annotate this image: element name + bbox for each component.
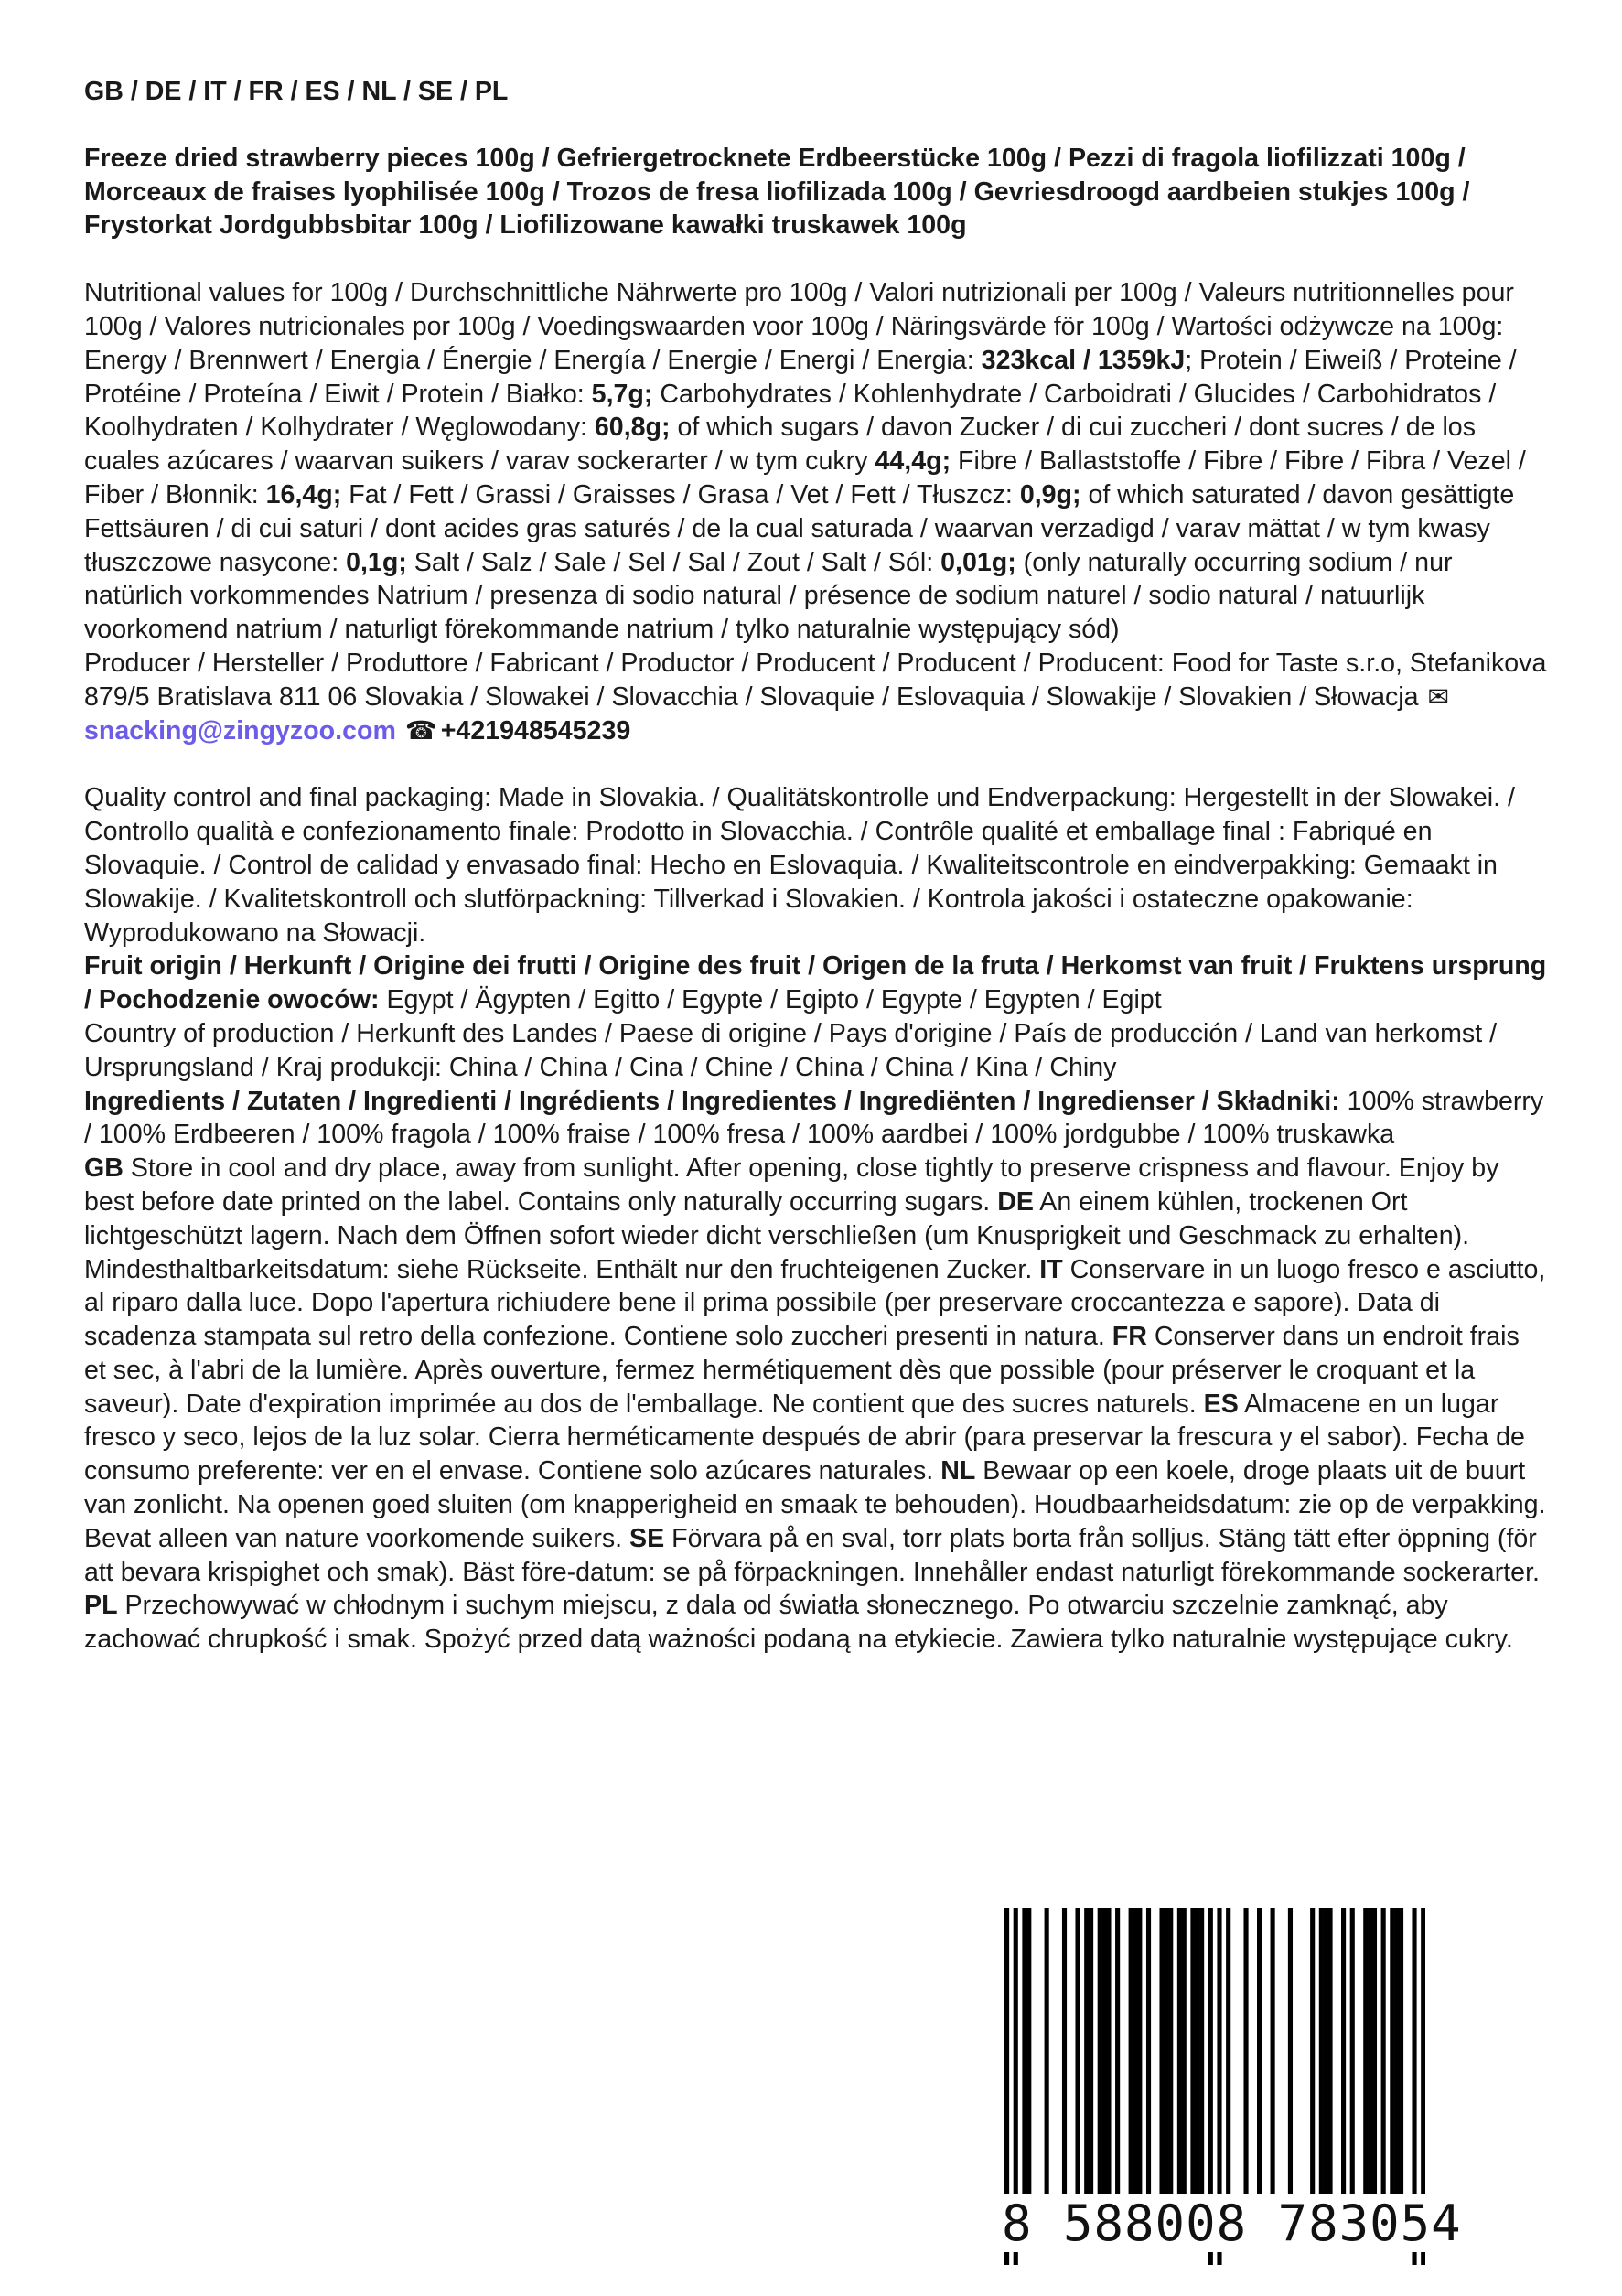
barcode-bar: [1177, 1908, 1182, 2203]
barcode-bar: [1182, 1908, 1187, 2203]
language-list: GB / DE / IT / FR / ES / NL / SE / PL: [84, 77, 509, 106]
storage-code-pl: PL: [84, 1591, 118, 1621]
ingredients: [84, 1085, 1548, 1153]
salt-note: (only naturally occurring sodium / nur natürlich vorkommendes Natrium / presenza di sodio natural / présence de sodium naturel / sodio natural / natuurlijk voorkomend natrium / naturligt förekommande natrium / tylko naturalnie występujący sód): [84, 547, 1453, 645]
barcode-bar: [1084, 1908, 1089, 2203]
barcode-bar: [1089, 1908, 1093, 2203]
energy-value: 323kcal / 1359kJ: [981, 345, 1186, 375]
barcode-bar: [1133, 1908, 1137, 2203]
barcode-bar: [1226, 1908, 1230, 2203]
quality-control: Quality control and final packaging: Made in Slovakia. / Qualitätskontrolle und Endverpackung: Hergestellt in der Slowakei. / Controllo qualità e confezionamento finale: Prodotto in Slovacchia. / Contrôle qualité et emballage final : Fabriqué en Slovaquie. / Control de calidad y envasado final: Hecho en Eslovaquia. / Kwaliteitscontrole en eindverpakking: Gemaakt in Slowakije. / Kvalitetskontroll och slutförpackning: Tillverkad i Slovakien. / Kontrola jakości i ostateczne opakowanie: Wyprodukowano na Słowacji.: [84, 783, 1515, 948]
carbs-value: 60,8g;: [594, 413, 671, 443]
fruit-origin: [84, 950, 1548, 1017]
storage-text-es: Almacene en un lugar fresco y seco, lejos de la luz solar. Cierra herméticamente después de abrir (para preservar la frescura y el sabor). Fecha de consumo preferente: ver en el envase. Contiene solo azúcares naturales.: [84, 1389, 1525, 1486]
storage-text-se: Förvara på en sval, torr plats borta från solljus. Stäng tätt efter öppning (för att bevara krispighet och smak). Bäst före-datum: se på förpackningen. Innehåller endast naturligt förekommande sockerarter.: [84, 1523, 1540, 1587]
barcode-bar: [1327, 1908, 1332, 2203]
phone-number: +421948545239: [440, 715, 631, 746]
barcode-bar: [1363, 1908, 1368, 2203]
section-spacer: [84, 747, 1548, 781]
barcode-bar: [1129, 1908, 1133, 2203]
ingredients-value: 100% strawberry / 100% Erdbeeren / 100% fragola / 100% fraise / 100% fresa / 100% aardbei / 100% jordgubbe / 100% truskawka: [84, 1086, 1544, 1150]
storage-text-nl: Bewaar op een koele, droge plaats uit de buurt van zonlicht. Na openen goed sluiten (om knapperigheid en smaak te behouden). Houdbaarheidsdatum: zie op de verpakking. Bevat alleen van nature voorkomende suikers.: [84, 1456, 1546, 1553]
producer-info: [84, 647, 1548, 747]
barcode-bar: [1390, 1908, 1394, 2203]
barcode-bar: [1075, 1908, 1080, 2203]
storage-code-fr: FR: [1112, 1322, 1147, 1352]
storage-code-it: IT: [1039, 1254, 1063, 1284]
storage-code-nl: NL: [940, 1456, 976, 1486]
protein-label: ; Protein / Eiweiß / Proteine / Protéine / Proteína / Eiwit / Protein / Białko:: [84, 345, 1517, 409]
barcode-bar: [1199, 1908, 1204, 2203]
fibre-label: Fibre / Ballaststoffe / Fibre / Fibre / Fibra / Vezel / Fiber / Błonnik:: [84, 446, 1526, 510]
barcode-bar: [1026, 1908, 1031, 2203]
barcode-bar: [1062, 1908, 1067, 2203]
fat-value: 0,9g;: [1019, 479, 1081, 510]
barcode-bar: [1319, 1908, 1324, 2203]
fruit-origin-label: Fruit origin / Herkunft / Origine dei frutti / Origine des fruit / Origen de la fruta / Herkomst van fruit / Fruktens ursprung / Pochodzenie owoców:: [84, 951, 1547, 1015]
envelope-icon: ✉: [1427, 681, 1449, 711]
barcode-bar: [1310, 1908, 1315, 2203]
storage-code-de: DE: [997, 1186, 1034, 1217]
barcode-bar: [1102, 1908, 1107, 2203]
salt-label: Salt / Salz / Sale / Sel / Sal / Zout / Salt / Sól:: [406, 547, 941, 577]
barcode-bar: [1115, 1908, 1120, 2203]
protein-value: 5,7g;: [591, 379, 653, 409]
product-title: Freeze dried strawberry pieces 100g / Gefriergetrocknete Erdbeerstücke 100g / Pezzi di fragola liofilizzati 100g / Morceaux de fraises lyophilisée 100g / Trozos de fresa liofilizada 100g / Gevriesdroogd aardbeien stukjes 100g / Frystorkat Jordgubbsbitar 100g / Liofilizowane kawałki truskawek 100g: [84, 143, 1470, 241]
nutrition-values: [84, 344, 1548, 647]
country-of-production: Country of production / Herkunft des Landes / Paese di origine / Pays d'origine / País de producción / Land van herkomst / Ursprungsland / Kraj produkcji: China / China / Cina / Chine / China / China / Kina / Chiny: [84, 1018, 1498, 1082]
label-document: [84, 75, 1548, 1657]
barcode-bar: [1168, 1908, 1173, 2203]
barcode-bar: [1381, 1908, 1386, 2203]
fibre-value: 16,4g;: [265, 479, 342, 510]
sugars-label: of which sugars / davon Zucker / di cui zuccheri / dont sucres / de los cuales azúcares / waarvan suikers / varav sockerarter / w tym cukry: [84, 413, 1476, 477]
barcode-bar: [1022, 1908, 1026, 2203]
barcode-bar: [1195, 1908, 1199, 2203]
storage-instructions: [84, 1152, 1548, 1657]
barcode-bar: [1350, 1908, 1355, 2203]
storage-text-it: Conservare in un luogo fresco e asciutto, al riparo dalla luce. Dopo l'apertura richiudere bene il prima possibile (per preservare croccantezza e sapore). Data di scadenza stampata sul retro della confezione. Contiene solo zuccheri presenti in natura.: [84, 1254, 1546, 1352]
barcode-bar: [1164, 1908, 1168, 2203]
storage-code-se: SE: [629, 1523, 665, 1553]
phone-icon: ☎: [404, 715, 437, 745]
barcode-bar: [1394, 1908, 1399, 2203]
barcode-bar: [1190, 1908, 1195, 2203]
saturated-label: of which saturated / davon gesättigte Fettsäuren / di cui saturi / dont acides gras saturés / de la cual saturada / waarvan verzadigd / varav mättat / w tym kwasy tłuszczowe nasycone:: [84, 479, 1515, 577]
storage-code-es: ES: [1203, 1389, 1239, 1419]
saturated-value: 0,1g;: [346, 547, 407, 577]
barcode-bar: [1257, 1908, 1262, 2203]
carbs-label: Carbohydrates / Kohlenhydrate / Carboidrati / Glucides / Carbohidratos / Koolhydraten / Kolhydrater / Węglowodany:: [84, 379, 1497, 443]
fruit-origin-value: Egypt / Ägypten / Egitto / Egypte / Egipto / Egypte / Egypten / Egipt: [379, 985, 1162, 1015]
barcode-bar: [1098, 1908, 1102, 2203]
ingredients-label: Ingredients / Zutaten / Ingredienti / Ingrédients / Ingredientes / Ingrediënten / Ingredienser / Składniki:: [84, 1086, 1340, 1116]
salt-value: 0,01g;: [940, 547, 1016, 577]
storage-text-pl: Przechowywać w chłodnym i suchym miejscu, z dala od światła słonecznego. Po otwarciu szczelnie zamknąć, aby zachować chrupkość i smak. Spożyć przed datą ważności podaną na etykiecie. Zawiera tylko naturalnie występujące cukry.: [84, 1591, 1513, 1655]
producer-text: Producer / Hersteller / Produttore / Fabricant / Productor / Producent / Producent / Producent: Food for Taste s.r.o, Stefanikova 879/5 Bratislava 811 06 Slovakia / Slowakei / Slovacchia / Slovaquie / Eslovaquia / Slowakije / Slovakien / Słowacja: [84, 648, 1547, 712]
barcode-bar: [1372, 1908, 1377, 2203]
barcode-bar: [1271, 1908, 1275, 2203]
barcode-bar: [1243, 1908, 1248, 2203]
fat-label: Fat / Fett / Grassi / Graisses / Grasa / Vet / Fett / Tłuszcz:: [341, 479, 1020, 510]
barcode-bar: [1106, 1908, 1111, 2203]
barcode-bar: [1288, 1908, 1293, 2203]
barcode-bar: [1341, 1908, 1346, 2203]
storage-text-gb: Store in cool and dry place, away from sunlight. After opening, close tightly to preserve crispness and flavour. Enjoy by best before date printed on the label. Contains only naturally occurring sugars.: [84, 1153, 1499, 1217]
nutrition-intro: Nutritional values for 100g / Durchschnittliche Nährwerte pro 100g / Valori nutrizionali per 100g / Valeurs nutritionnelles pour 100g / Valores nutricionales por 100g / Voedingswaarden voor 100g / Näringsvärde för 100g / Wartości odżywcze na 100g:: [84, 278, 1514, 341]
email-link[interactable]: snacking@zingyzoo.com: [84, 715, 396, 746]
storage-text-fr: Conserver dans un endroit frais et sec, à l'abri de la lumière. Après ouverture, fermez hermétiquement dès que possible (pour préserver le croquant et la saveur). Date d'expiration imprimée au dos de l'emballage. Ne contient que des sucres naturels.: [84, 1322, 1520, 1419]
barcode-bar: [1399, 1908, 1403, 2203]
storage-code-gb: GB: [84, 1153, 124, 1184]
sugars-value: 44,4g;: [875, 446, 951, 477]
barcode-bar: [1146, 1908, 1151, 2203]
barcode-number: 8 588008 783054: [1002, 2194, 1462, 2252]
barcode-bar: [1137, 1908, 1142, 2203]
storage-text-de: An einem kühlen, trockenen Ort lichtgeschützt lagern. Nach dem Öffnen sofort wieder dicht verschließen (um Knusprigkeit und Geschmack zu erhalten). Mindesthaltbarkeitsdatum: siehe Rückseite. Enthält nur den fruchteigenen Zucker.: [84, 1186, 1470, 1284]
barcode-bar: [1045, 1908, 1049, 2203]
barcode-bar: [1324, 1908, 1328, 2203]
energy-label: Energy / Brennwert / Energia / Énergie / Energía / Energie / Energi / Energia:: [84, 345, 982, 375]
barcode-bar: [1368, 1908, 1372, 2203]
barcode-bar: [1159, 1908, 1164, 2203]
